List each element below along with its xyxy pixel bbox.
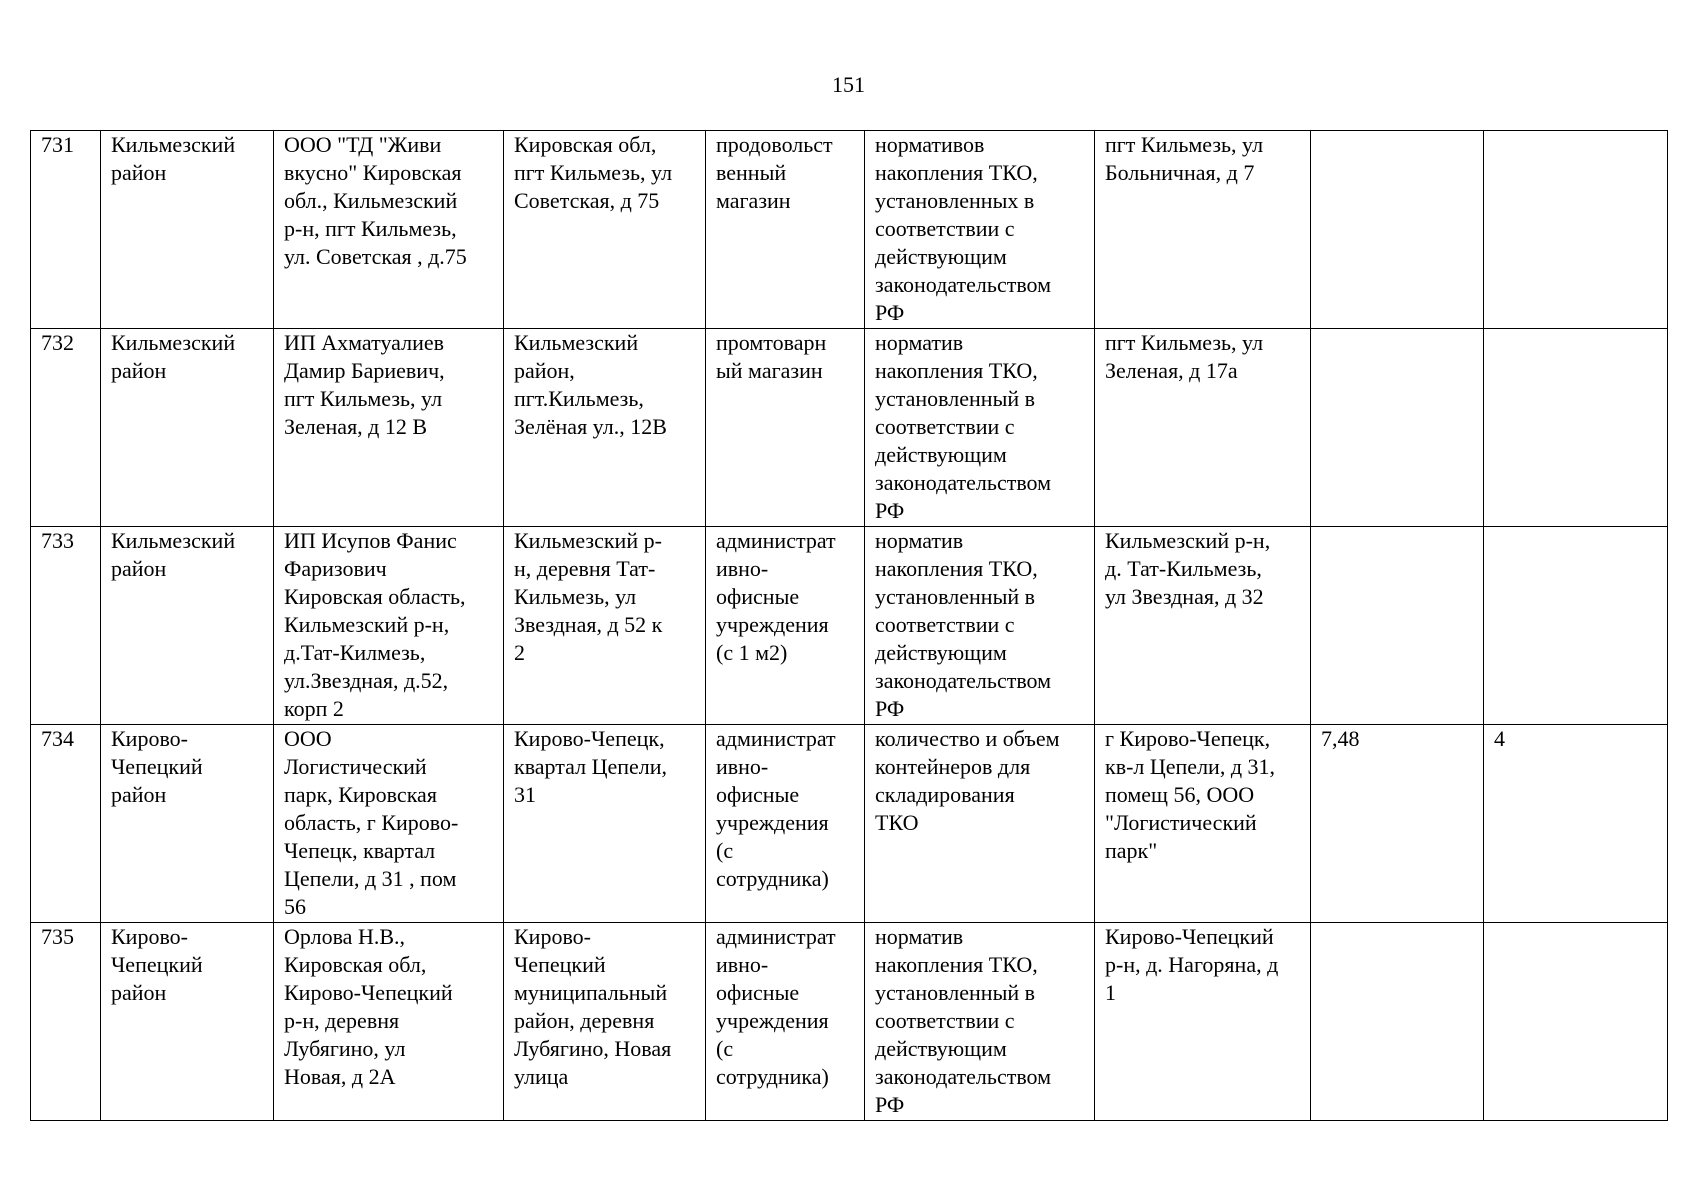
table-row	[31, 923, 1668, 1121]
table-row	[31, 725, 1668, 923]
page-number: 151	[832, 72, 865, 97]
object-type-cell: продовольст венный магазин	[706, 131, 865, 329]
district-cell: Кильмезский район	[101, 329, 274, 527]
site-address-cell: пгт Кильмезь, ул Зеленая, д 17а	[1095, 329, 1311, 527]
organization-cell: ООО Логистический парк, Кировская область, г Кирово- Чепецк, квартал Цепели, д 31 , пом 56	[274, 725, 504, 923]
site-address-cell: пгт Кильмезь, ул Больничная, д 7	[1095, 131, 1311, 329]
site-address-cell: Кильмезский р-н, д. Тат-Кильмезь, ул Звездная, д 32	[1095, 527, 1311, 725]
row-number-cell: 735	[31, 923, 101, 1121]
object-type-cell: администрат ивно- офисные учреждения (с сотрудника)	[706, 725, 865, 923]
table-row	[31, 527, 1668, 725]
site-address-cell: г Кирово-Чепецк, кв-л Цепели, д 31, помещ 56, ООО "Логистический парк"	[1095, 725, 1311, 923]
volume-cell	[1311, 527, 1484, 725]
object-type-cell: администрат ивно- офисные учреждения (с сотрудника)	[706, 923, 865, 1121]
organization-cell: ИП Исупов Фанис Фаризович Кировская область, Кильмезский р-н, д.Тат-Килмезь, ул.Звездная, д.52, корп 2	[274, 527, 504, 725]
row-number-cell: 732	[31, 329, 101, 527]
address-cell: Кирово-Чепецк, квартал Цепели, 31	[504, 725, 706, 923]
object-type-cell: промтоварн ый магазин	[706, 329, 865, 527]
organization-cell: ИП Ахматуалиев Дамир Бариевич, пгт Кильмезь, ул Зеленая, д 12 В	[274, 329, 504, 527]
count-cell	[1484, 527, 1668, 725]
basis-cell: норматив накопления ТКО, установленный в соответствии с действующим законодательством РФ	[865, 923, 1095, 1121]
district-cell: Кирово- Чепецкий район	[101, 923, 274, 1121]
district-cell: Кильмезский район	[101, 131, 274, 329]
address-cell: Кильмезский район, пгт.Кильмезь, Зелёная ул., 12В	[504, 329, 706, 527]
basis-cell: норматив накопления ТКО, установленный в соответствии с действующим законодательством РФ	[865, 329, 1095, 527]
address-cell: Кирово- Чепецкий муниципальный район, деревня Лубягино, Новая улица	[504, 923, 706, 1121]
row-number-cell: 731	[31, 131, 101, 329]
organization-cell: ООО "ТД "Живи вкусно" Кировская обл., Кильмезский р-н, пгт Кильмезь, ул. Советская , д.75	[274, 131, 504, 329]
count-cell: 4	[1484, 725, 1668, 923]
volume-cell	[1311, 329, 1484, 527]
count-cell	[1484, 131, 1668, 329]
volume-cell	[1311, 131, 1484, 329]
table-row	[31, 329, 1668, 527]
site-address-cell: Кирово-Чепецкий р-н, д. Нагоряна, д 1	[1095, 923, 1311, 1121]
address-cell: Кировская обл, пгт Кильмезь, ул Советская, д 75	[504, 131, 706, 329]
basis-cell: нормативов накопления ТКО, установленных в соответствии с действующим законодательством РФ	[865, 131, 1095, 329]
registry-table	[30, 130, 1668, 1121]
district-cell: Кильмезский район	[101, 527, 274, 725]
volume-cell	[1311, 923, 1484, 1121]
count-cell	[1484, 923, 1668, 1121]
volume-cell: 7,48	[1311, 725, 1484, 923]
district-cell: Кирово- Чепецкий район	[101, 725, 274, 923]
basis-cell: норматив накопления ТКО, установленный в соответствии с действующим законодательством РФ	[865, 527, 1095, 725]
basis-cell: количество и объем контейнеров для складирования ТКО	[865, 725, 1095, 923]
address-cell: Кильмезский р- н, деревня Тат- Кильмезь, ул Звездная, д 52 к 2	[504, 527, 706, 725]
organization-cell: Орлова Н.В., Кировская обл, Кирово-Чепецкий р-н, деревня Лубягино, ул Новая, д 2А	[274, 923, 504, 1121]
object-type-cell: администрат ивно- офисные учреждения (с 1 м2)	[706, 527, 865, 725]
row-number-cell: 734	[31, 725, 101, 923]
row-number-cell: 733	[31, 527, 101, 725]
count-cell	[1484, 329, 1668, 527]
table-row	[31, 131, 1668, 329]
